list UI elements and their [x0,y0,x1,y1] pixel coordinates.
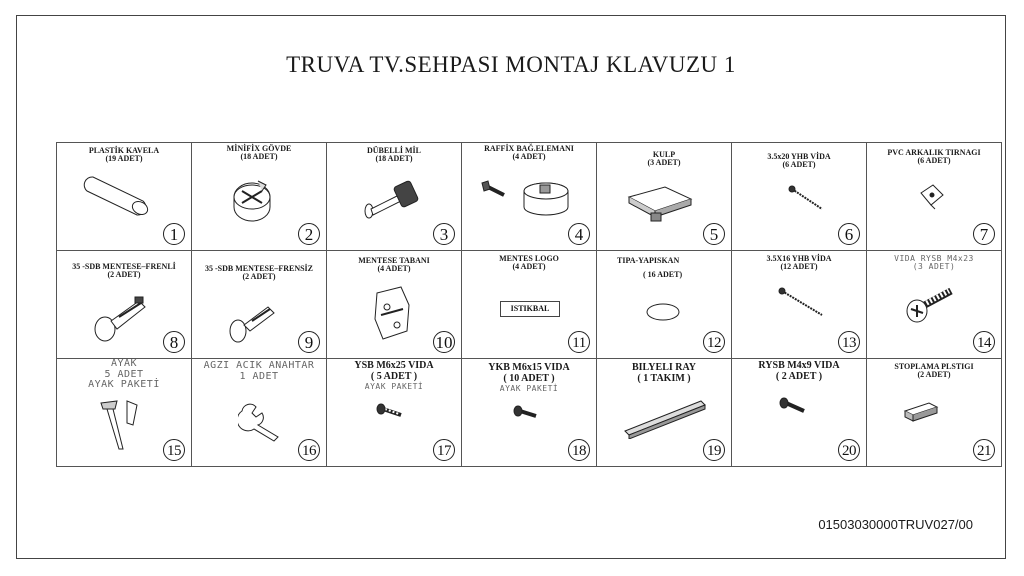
part-qty: (2 ADET) [242,272,276,282]
bolt-icon [778,395,808,417]
part-qty: (2 ADET) [107,270,141,280]
part-cell-17 [327,359,462,467]
part-cell-14 [867,251,1002,359]
part-qty: (3 ADET) [647,158,681,168]
part-number-badge: 9 [298,331,320,353]
part-qty: (4 ADET) [512,262,546,272]
part-cell-9 [192,251,327,359]
part-qty: 1 ADET [239,370,279,382]
part-qty: (6 ADET) [917,156,951,166]
part-cell-21 [867,359,1002,467]
bolt-icon [512,403,542,423]
part-qty: ( 5 ADET ) [370,370,418,382]
machine-screw-icon [903,285,959,329]
parts-grid [56,142,1002,467]
part-name: BILYELI RAY [631,362,696,373]
part-number-badge: 4 [568,223,590,245]
part-number-badge: 20 [838,439,860,461]
part-number-badge: 8 [163,331,185,353]
part-qty: (4 ADET) [377,264,411,274]
part-name: STOPLAMA PLSTIGI [894,362,974,371]
part-name: PLASTİK KAVELA [88,146,160,155]
bolt-icon [375,401,405,421]
part-cell-4 [462,143,597,251]
hinge-icon [226,301,282,347]
drawer-rail-icon [621,395,711,439]
part-cell-12 [597,251,732,359]
adhesive-cap-icon [643,301,683,323]
wrench-icon [238,403,288,443]
part-number-badge: 1 [163,223,185,245]
part-cell-1 [57,143,192,251]
part-cell-16 [192,359,327,467]
part-name: YSB M6x25 VIDA [354,360,434,371]
part-cell-5 [597,143,732,251]
hinge-plate-icon [367,285,417,345]
stopper-icon [901,397,941,423]
part-qty: (4 ADET) [512,152,546,162]
part-number-badge: 13 [838,331,860,353]
raffix-connector-icon [478,179,578,229]
part-cell-18 [462,359,597,467]
part-name: MİNİFİX GÖVDE [226,144,292,153]
part-qty: 5 ADET [104,368,144,380]
dowel-pin-icon [357,173,427,223]
part-qty: (6 ADET) [782,160,816,170]
part-cell-20 [732,359,867,467]
part-cell-7 [867,143,1002,251]
hinge-soft-close-icon [91,295,151,345]
part-name: AGZI ACIK ANAHTAR [203,360,315,371]
part-number-badge: 16 [298,439,320,461]
part-number-badge: 19 [703,439,725,461]
part-name: DÜBELLİ MİL [366,146,421,155]
part-number-badge: 3 [433,223,455,245]
part-name: MENTES LOGO [499,254,559,263]
handle-icon [625,183,695,223]
part-name: AYAK [110,359,138,369]
part-qty: (19 ADET) [105,154,143,164]
instruction-sheet [16,15,1006,559]
part-name: RYSB M4x9 VIDA [758,360,840,371]
minifix-body-icon [228,177,278,225]
part-cell-15 [57,359,192,467]
part-number-badge: 15 [163,439,185,461]
part-qty: ( 1 TAKIM ) [637,372,691,384]
part-qty: ( 16 ADET) [643,270,683,280]
part-name: 3.5X16 YHB VİDA [766,254,832,263]
part-cell-11 [462,251,597,359]
part-name: KULP [652,150,676,159]
part-name: 3.5x20 YHB VİDA [767,152,831,161]
part-number-badge: 18 [568,439,590,461]
part-number-badge: 5 [703,223,725,245]
part-qty: (18 ADET) [375,154,413,164]
part-qty: ( 10 ADET ) [503,372,555,384]
part-number-badge: 21 [973,439,995,461]
part-number-badge: 14 [973,331,995,353]
part-number-badge: 2 [298,223,320,245]
screw-icon [778,287,828,321]
part-number-badge: 7 [973,223,995,245]
dowel-icon [79,173,159,223]
part-cell-19 [597,359,732,467]
part-name: 35 -SDB MENTESE–FRENSİZ [204,264,314,273]
part-name: TIPA-YAPISKAN [617,256,680,265]
part-qty: (12 ADET) [780,262,818,272]
logo-plate-icon: ISTIKBAL [500,301,560,317]
document-code: 01503030000TRUV027/00 [818,517,973,532]
part-qty: (18 ADET) [240,152,278,162]
screw-icon [788,185,828,215]
part-cell-10 [327,251,462,359]
part-number-badge: 6 [838,223,860,245]
part-cell-6 [732,143,867,251]
part-note: AYAK PAKETİ [364,382,424,391]
part-cell-13 [732,251,867,359]
part-qty: (3 ADET) [912,262,956,272]
part-cell-2 [192,143,327,251]
part-name: VIDA RYSB M4x23 [894,254,974,263]
part-number-badge: 10 [433,331,455,353]
part-name: 35 -SDB MENTESE–FRENLİ [72,262,176,271]
part-cell-8 [57,251,192,359]
part-cell-3 [327,143,462,251]
part-name: YKB M6x15 VIDA [488,362,570,373]
part-qty: ( 2 ADET ) [775,370,823,382]
part-number-badge: 11 [568,331,590,353]
part-number-badge: 12 [703,331,725,353]
part-name: MENTESE TABANI [358,256,430,265]
part-name: RAFFİX BAĞ.ELEMANI [484,144,574,153]
part-note: AYAK PAKETİ [88,379,160,390]
part-qty: (2 ADET) [917,370,951,380]
leg-icon [97,397,153,453]
back-panel-clip-icon [917,181,947,211]
part-name: PVC ARKALIK TIRNAGI [887,148,981,157]
part-note: AYAK PAKETİ [499,384,559,393]
page-title: TRUVA TV.SEHPASI MONTAJ KLAVUZU 1 [286,52,736,77]
part-number-badge: 17 [433,439,455,461]
